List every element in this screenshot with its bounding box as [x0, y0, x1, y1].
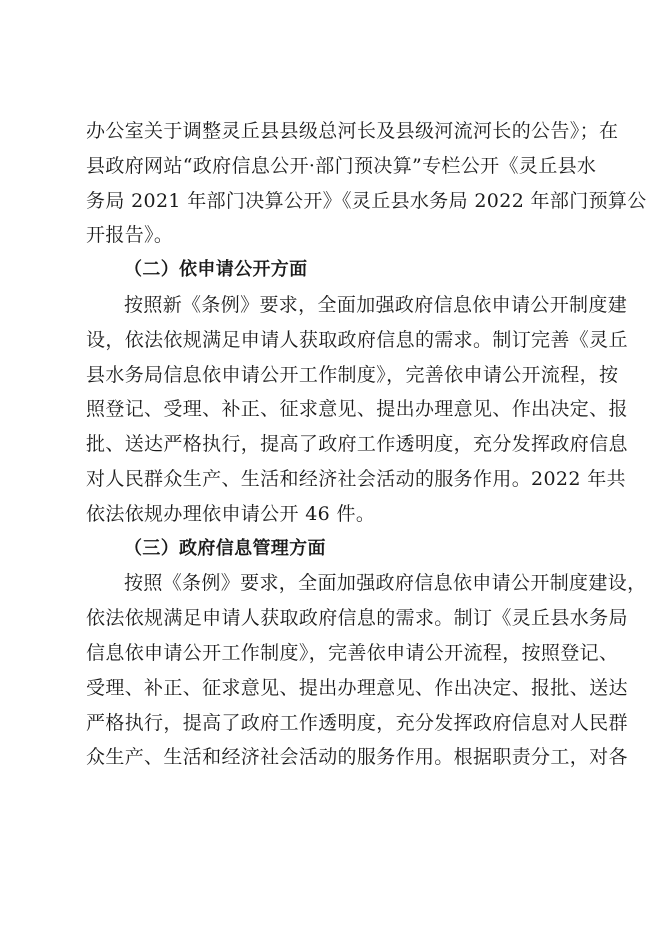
text-line: 办公室关于调整灵丘县县级总河长及县级河流河长的公告》；在 [86, 120, 619, 142]
text-line: 众生产、生活和经济社会活动的服务作用。根据职责分工，对各 [86, 746, 628, 769]
text-line: 严格执行，提高了政府工作透明度，充分发挥政府信息对人民群 [86, 711, 628, 734]
text-line: 批、送达严格执行，提高了政府工作透明度，充分发挥政府信息 [86, 433, 628, 456]
paragraph-application [86, 288, 628, 532]
paragraph-info-management [86, 566, 647, 775]
text-line: 按照新《条例》要求，全面加强政府信息依申请公开制度建 [124, 293, 628, 316]
section-heading-info-management: （三）政府信息管理方面 [124, 537, 326, 559]
text-line: 信息依申请公开工作制度》，完善依申请公开流程，按照登记、 [86, 641, 619, 664]
text-line: 务局 2021 年部门决算公开》《灵丘县水务局 2022 年部门预算公 [86, 189, 647, 212]
text-line: 县政府网站“政府信息公开·部门预决算”专栏公开《灵丘县水 [86, 154, 597, 177]
text-line: 受理、补正、征求意见、提出办理意见、作出决定、报批、送达 [86, 676, 628, 699]
text-line: 依法依规办理依申请公开 46 件。 [86, 502, 376, 525]
paragraph-intro [86, 114, 647, 253]
text-line: 对人民群众生产、生活和经济社会活动的服务作用。2022 年共 [86, 467, 626, 490]
text-line: 开报告》。 [86, 224, 174, 247]
text-line: 设，依法依规满足申请人获取政府信息的需求。制订完善《灵丘 [86, 328, 628, 351]
section-heading-application: （二）依申请公开方面 [124, 259, 308, 281]
text-line: 县水务局信息依申请公开工作制度》，完善依申请公开流程，按 [86, 363, 619, 386]
text-line: 按照《条例》要求，全面加强政府信息依申请公开制度建设， [124, 572, 647, 595]
text-line: 依法依规满足申请人获取政府信息的需求。制订《灵丘县水务局 [86, 607, 628, 630]
text-line: 照登记、受理、补正、征求意见、提出办理意见、作出决定、报 [86, 398, 628, 421]
document-page [86, 114, 647, 775]
